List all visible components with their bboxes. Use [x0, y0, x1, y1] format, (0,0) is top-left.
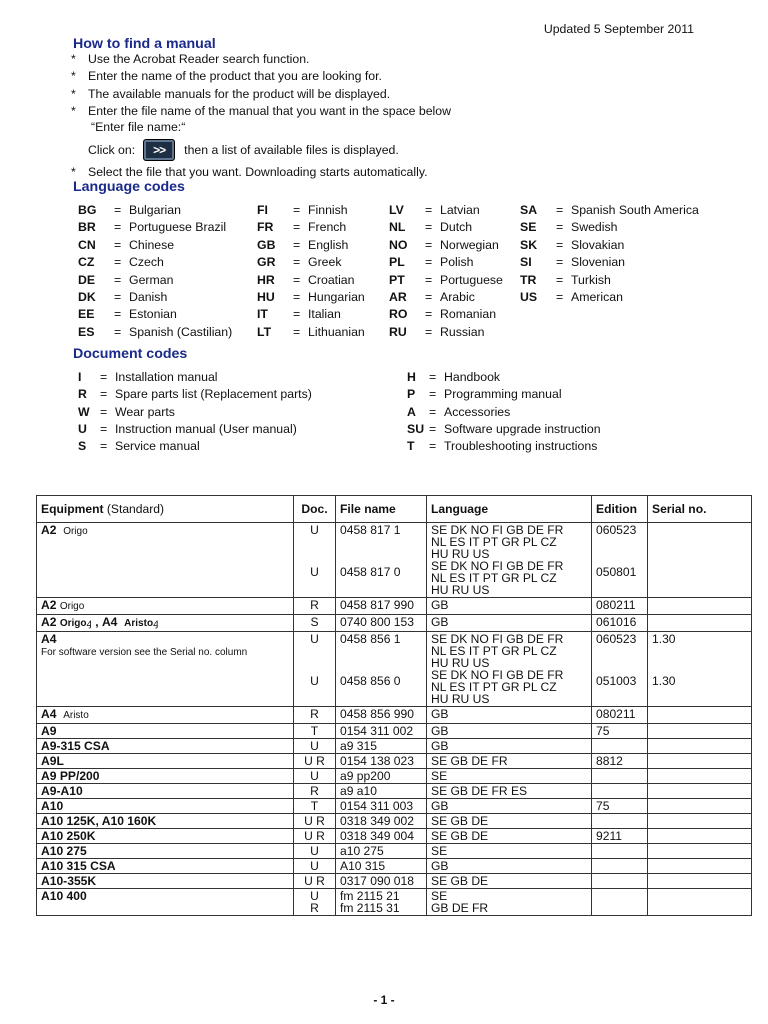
table-row: A4 For software version see the Serial no. column U U 0458 856 1 0458 856 0 SE DK NO FI GB DE FR NL ES IT PT GR PL CZ HU RU US SE DK NO FI GB DE FR NL ES IT PT GR PL CZ HU RU US 060523 051003 1.30 1.30 [37, 632, 752, 707]
equals-sign: = [425, 272, 433, 287]
language-name: Bulgarian [129, 203, 181, 217]
table-row: A2 Origo U U 0458 817 1 0458 817 0 SE DK NO FI GB DE FR NL ES IT PT GR PL CZ HU RU US SE DK NO FI GB DE FR NL ES IT PT GR PL CZ HU RU US 060523 050801 [37, 523, 752, 598]
search-go-button[interactable]: >> [143, 139, 175, 161]
document-code-row [407, 386, 601, 403]
language-code: US [520, 290, 538, 305]
language-code: AR [389, 290, 407, 305]
equals-sign: = [425, 237, 433, 252]
product-mark: ꜭ [86, 618, 92, 629]
language-code: SE [520, 220, 537, 235]
equals-sign: = [114, 203, 122, 217]
equals-sign: = [100, 404, 108, 419]
table-row: A9 PP/200 U a9 pp200 SE [37, 769, 752, 784]
file-name-cell[interactable]: 0458 817 990 [336, 598, 427, 615]
language-name: Spanish (Castilian) [129, 324, 233, 339]
language-code-row [78, 254, 232, 271]
equals-sign: = [100, 370, 108, 384]
language-code-row [389, 237, 503, 254]
table-row: A10 275 U a10 275 SE [37, 844, 752, 859]
language-code-row [389, 202, 503, 219]
language-name: French [308, 220, 347, 235]
equals-sign: = [293, 272, 301, 287]
col-header-serial: Serial no. [648, 496, 752, 523]
document-code: T [407, 439, 415, 454]
language-code: FR [257, 220, 274, 235]
language-name: Portuguese [440, 272, 503, 287]
equals-sign: = [429, 421, 437, 436]
language-code: RO [389, 307, 408, 322]
equals-sign: = [114, 220, 122, 235]
language-name: Czech [129, 255, 164, 270]
equals-sign: = [556, 203, 564, 217]
file-name-cell[interactable]: 0458 856 990 [336, 707, 427, 724]
table-row: A10 250K U R 0318 349 004 SE GB DE 9211 [37, 829, 752, 844]
file-name-cell[interactable]: 0154 311 002 [336, 724, 427, 739]
language-code-row [257, 219, 365, 236]
equals-sign: = [114, 324, 122, 339]
document-code: SU [407, 421, 425, 436]
language-code: DK [78, 290, 96, 305]
language-column-3 [389, 202, 503, 341]
table-row: A10 315 CSA U A10 315 GB [37, 859, 752, 874]
language-code-row [520, 272, 699, 289]
document-code-row [78, 369, 312, 386]
file-name-cell[interactable]: a9 a10 [336, 784, 427, 799]
language-code: CZ [78, 255, 95, 270]
language-name: American [571, 290, 623, 305]
equals-sign: = [425, 324, 433, 339]
equals-sign: = [293, 307, 301, 322]
file-name-cell[interactable]: 0154 311 003 [336, 799, 427, 814]
document-codes-left [78, 369, 312, 455]
document-code: P [407, 387, 416, 402]
document-code: W [78, 404, 90, 419]
language-code-row [78, 237, 232, 254]
file-name-cell[interactable]: a10 275 [336, 844, 427, 859]
language-name: Russian [440, 324, 485, 339]
language-code: TR [520, 272, 537, 287]
language-name: Danish [129, 290, 168, 305]
table-row: A2 Origoꜭ , A4 Aristoꜭ S 0740 800 153 GB 061016 [37, 615, 752, 632]
document-code-row [78, 386, 312, 403]
bullet-item: * Select the file that you want. Downloading starts automatically. [71, 165, 428, 180]
language-code: HU [257, 290, 275, 305]
table-row: A9-315 CSA U a9 315 GB [37, 739, 752, 754]
equals-sign: = [293, 324, 301, 339]
document-description: Troubleshooting instructions [444, 439, 598, 454]
equals-sign: = [114, 237, 122, 252]
document-description: Spare parts list (Replacement parts) [115, 387, 312, 402]
document-description: Instruction manual (User manual) [115, 421, 297, 436]
language-code-row [520, 254, 699, 271]
equals-sign: = [293, 203, 301, 217]
language-code-row [520, 202, 699, 219]
document-code: I [78, 370, 82, 384]
bullet-item: * Enter the name of the product that you are looking for. [71, 69, 382, 84]
col-header-file: File name [336, 496, 427, 523]
document-description: Handbook [444, 370, 501, 384]
language-name: Arabic [440, 290, 475, 305]
language-code: EE [78, 307, 95, 322]
language-code: LV [389, 203, 404, 217]
document-code-row [78, 421, 312, 438]
language-name: Finnish [308, 203, 348, 217]
language-code: PT [389, 272, 405, 287]
table-row: A2 Origo R 0458 817 990 GB 080211 [37, 598, 752, 615]
equals-sign: = [114, 290, 122, 305]
language-code: SI [520, 255, 532, 270]
bullet-item: * Use the Acrobat Reader search function. [71, 52, 310, 66]
file-name-cell[interactable]: 0317 090 018 [336, 874, 427, 889]
language-name: Slovenian [571, 255, 626, 270]
equals-sign: = [556, 290, 564, 305]
language-name: Portuguese Brazil [129, 220, 227, 235]
language-name: Turkish [571, 272, 611, 287]
document-code-row [78, 438, 312, 455]
howto-heading: How to find a manual [73, 36, 216, 52]
file-name-cell[interactable]: a9 315 [336, 739, 427, 754]
language-name: Spanish South America [571, 203, 699, 217]
language-code-row [78, 289, 232, 306]
language-name: Croatian [308, 272, 355, 287]
bullet-item: * Enter the file name of the manual that you want in the space below [71, 103, 451, 118]
language-code: GB [257, 237, 276, 252]
col-header-doc: Doc. [294, 496, 336, 523]
language-name: Norwegian [440, 237, 499, 252]
language-code: RU [389, 324, 407, 339]
howto-bullets [71, 51, 711, 181]
file-name-cell[interactable]: a9 pp200 [336, 769, 427, 784]
language-code: BR [78, 220, 96, 235]
equals-sign: = [114, 255, 122, 270]
document-code: A [407, 404, 416, 419]
document-description: Software upgrade instruction [444, 421, 601, 436]
document-code-row [78, 404, 312, 421]
language-code-row [257, 289, 365, 306]
language-code: SA [520, 203, 538, 217]
table-row: A10 T 0154 311 003 GB 75 [37, 799, 752, 814]
language-name: Dutch [440, 220, 473, 235]
document-code-row [407, 438, 601, 455]
language-code-row [257, 254, 365, 271]
col-header-edition: Edition [592, 496, 648, 523]
click-instruction: Click on: >> then a list of available files is displayed. [88, 138, 711, 161]
equals-sign: = [556, 220, 564, 235]
language-codes-heading: Language codes [73, 179, 185, 195]
equals-sign: = [556, 272, 564, 287]
language-name: Swedish [571, 220, 618, 235]
manuals-table [36, 495, 752, 916]
equals-sign: = [425, 255, 433, 270]
product-mark: ꜭ [153, 618, 159, 629]
equals-sign: = [100, 421, 108, 436]
document-description: Wear parts [115, 404, 175, 419]
document-code-row [407, 369, 601, 386]
language-name: Chinese [129, 237, 175, 252]
language-name: Slovakian [571, 237, 625, 252]
equals-sign: = [429, 439, 437, 454]
language-name: Estonian [129, 307, 177, 322]
document-code: U [78, 421, 87, 436]
equals-sign: = [425, 203, 433, 217]
document-description: Installation manual [115, 370, 218, 384]
equals-sign: = [100, 387, 108, 402]
file-name-cell[interactable]: 0458 856 1 0458 856 0 [336, 632, 427, 707]
language-code-row [257, 306, 365, 323]
equals-sign: = [429, 404, 437, 419]
language-name: Hungarian [308, 290, 365, 305]
bullet-item: * The available manuals for the product will be displayed. [71, 86, 391, 101]
language-code-row [78, 272, 232, 289]
table-header-row [37, 496, 752, 523]
equals-sign: = [293, 255, 301, 270]
file-name-cell[interactable]: 0154 138 023 [336, 754, 427, 769]
table-row: A9 T 0154 311 002 GB 75 [37, 724, 752, 739]
language-name: German [129, 272, 174, 287]
language-code-row [78, 219, 232, 236]
col-header-equipment: Equipment (Standard) [37, 496, 294, 523]
equals-sign: = [556, 237, 564, 252]
language-code-row [389, 324, 503, 341]
language-name: English [308, 237, 349, 252]
equals-sign: = [429, 370, 437, 384]
bullet-continuation: “Enter file name:“ [91, 120, 186, 135]
language-code-row [257, 237, 365, 254]
equals-sign: = [556, 255, 564, 270]
language-column-4 [520, 202, 699, 306]
language-code: NL [389, 220, 406, 235]
language-code: GR [257, 255, 276, 270]
equals-sign: = [100, 439, 108, 454]
language-code-row [257, 272, 365, 289]
language-code-row [78, 306, 232, 323]
language-column-2 [257, 202, 365, 341]
document-code-row [407, 404, 601, 421]
language-name: Polish [440, 255, 474, 270]
language-code-row [520, 237, 699, 254]
language-code-row [389, 254, 503, 271]
file-name-cell[interactable]: 0318 349 002 [336, 814, 427, 829]
language-column-1 [78, 202, 232, 341]
language-name: Greek [308, 255, 342, 270]
equals-sign: = [429, 387, 437, 402]
document-code: R [78, 387, 87, 402]
document-codes-heading: Document codes [73, 346, 188, 362]
document-description: Programming manual [444, 387, 562, 402]
language-code-row [389, 306, 503, 323]
language-code-row [520, 219, 699, 236]
equals-sign: = [293, 220, 301, 235]
language-code: PL [389, 255, 405, 270]
table-row: A10-355K U R 0317 090 018 SE GB DE [37, 874, 752, 889]
language-code: FI [257, 203, 268, 217]
table-row: A10 400 U R fm 2115 21 fm 2115 31 SE GB DE FR [37, 889, 752, 916]
page-number: - 1 - [373, 993, 395, 1007]
language-code-row [257, 202, 365, 219]
equals-sign: = [425, 307, 433, 322]
updated-date: Updated 5 September 2011 [543, 22, 694, 36]
language-code-row [520, 289, 699, 306]
document-codes-right [407, 369, 601, 455]
file-name-cell[interactable]: 0318 349 004 [336, 829, 427, 844]
language-name: Latvian [440, 203, 480, 217]
table-row: A9L U R 0154 138 023 SE GB DE FR 8812 [37, 754, 752, 769]
equals-sign: = [293, 290, 301, 305]
language-code-row [78, 324, 232, 341]
equals-sign: = [425, 220, 433, 235]
file-name-cell[interactable]: fm 2115 21 fm 2115 31 [336, 889, 427, 916]
document-description: Service manual [115, 439, 200, 454]
language-code: NO [389, 237, 408, 252]
document-code-row [407, 421, 601, 438]
table-row: A9-A10 R a9 a10 SE GB DE FR ES [37, 784, 752, 799]
document-description: Accessories [444, 404, 511, 419]
language-code: LT [257, 324, 272, 339]
table-row: A10 125K, A10 160K U R 0318 349 002 SE GB DE [37, 814, 752, 829]
language-name: Italian [308, 307, 341, 322]
language-code-row [78, 202, 232, 219]
language-code: SK [520, 237, 538, 252]
document-code: S [78, 439, 87, 454]
language-code: BG [78, 203, 97, 217]
language-code-row [389, 219, 503, 236]
document-code: H [407, 370, 416, 384]
col-header-language: Language [427, 496, 592, 523]
file-name-cell[interactable]: 0458 817 1 0458 817 0 [336, 523, 427, 598]
file-name-cell[interactable]: A10 315 [336, 859, 427, 874]
equals-sign: = [114, 272, 122, 287]
language-name: Romanian [440, 307, 497, 322]
language-code: ES [78, 324, 95, 339]
file-name-cell[interactable]: 0740 800 153 [336, 615, 427, 632]
table-row: A4 Aristo R 0458 856 990 GB 080211 [37, 707, 752, 724]
language-code: IT [257, 307, 268, 322]
language-code: HR [257, 272, 275, 287]
equals-sign: = [293, 237, 301, 252]
language-code: CN [78, 237, 96, 252]
language-name: Lithuanian [308, 324, 365, 339]
language-code-row [257, 324, 365, 341]
equals-sign: = [114, 307, 122, 322]
language-code-row [389, 272, 503, 289]
language-code-row [389, 289, 503, 306]
language-code: DE [78, 272, 96, 287]
equals-sign: = [425, 290, 433, 305]
